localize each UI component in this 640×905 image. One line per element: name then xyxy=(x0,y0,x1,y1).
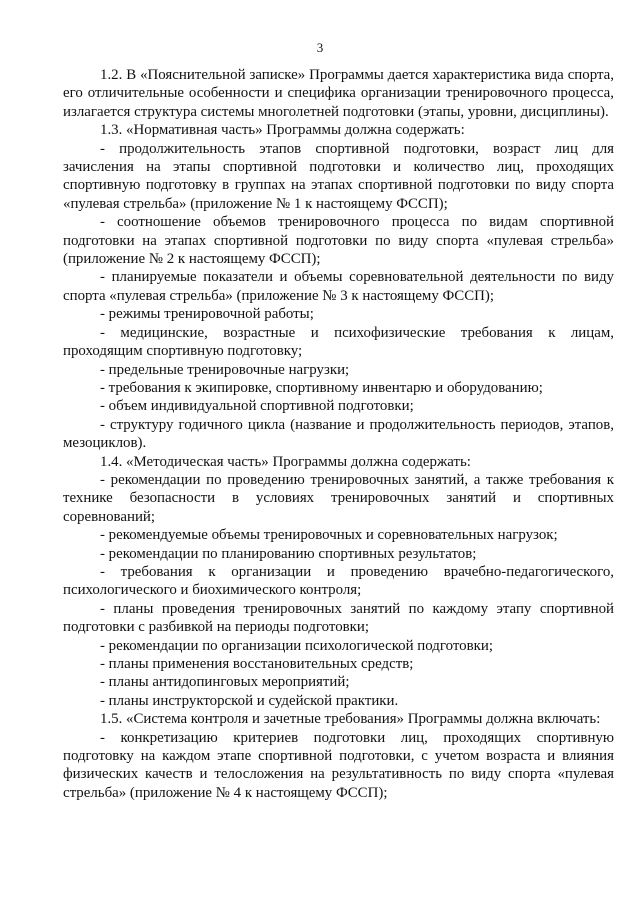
paragraph: - рекомендуемые объемы тренировочных и соревновательных нагрузок; xyxy=(100,527,558,544)
paragraph: 1.5. «Система контроля и зачетные требования» Программы должна включать: xyxy=(100,711,601,728)
paragraph: 1.3. «Нормативная часть» Программы должна содержать: xyxy=(100,122,465,139)
paragraph: - планы инструкторской и судейской практики. xyxy=(100,692,399,709)
paragraph: - планы антидопинговых мероприятий; xyxy=(100,674,350,691)
paragraph: - структуру годичного цикла (название и продолжительность периодов, этапов, мезоциклов). xyxy=(63,416,614,452)
paragraph: - рекомендации по проведению тренировочных занятий, а также требования к технике безопасности в условиях тренировочных занятий и спортивных соревнований; xyxy=(63,471,614,525)
paragraph: - конкретизацию критериев подготовки лиц, проходящих спортивную подготовку на каждом этапе спортивной подготовки, с учетом возраста и влияния физических качеств и телосложения на результативность по виду спорта «пулевая стрельба» (приложение № 4 к настоящему ФССП); xyxy=(63,729,614,801)
paragraph: - рекомендации по планированию спортивных результатов; xyxy=(100,545,477,562)
paragraph: - планируемые показатели и объемы соревновательной деятельности по виду спорта «пулевая стрельба» (приложение № 3 к настоящему ФССП); xyxy=(63,269,614,304)
paragraph: - предельные тренировочные нагрузки; xyxy=(100,361,350,378)
paragraph: - объем индивидуальной спортивной подготовки; xyxy=(100,398,414,415)
paragraph: - планы применения восстановительных средств; xyxy=(100,656,414,672)
paragraph: - продолжительность этапов спортивной подготовки, возраст лиц для зачисления на этапы спортивной подготовки и количество лиц, проходящих спортивную подготовку в группах на этапах спортивной подготовки по виду спорта «пулевая стрельба» (приложение № 1 к настоящему ФССП); xyxy=(63,140,614,212)
document-body xyxy=(63,66,614,802)
paragraph: 1.2. В «Пояснительной записке» Программы дается характеристика вида спорта, его отличительные особенности и специфика организации тренировочного процесса, излагается структура системы многолетней подготовки (этапы, уровни, дисциплины). xyxy=(63,67,614,120)
paragraph: - рекомендации по организации психологической подготовки; xyxy=(100,637,493,654)
paragraph: - требования к организации и проведению врачебно-педагогического, психологического и биохимического контроля; xyxy=(63,563,614,599)
paragraph: - медицинские, возрастные и психофизические требования к лицам, проходящим спортивную подготовку; xyxy=(63,324,614,360)
paragraph: 1.4. «Методическая часть» Программы должна содержать: xyxy=(100,453,471,470)
paragraph: - планы проведения тренировочных занятий по каждому этапу спортивной подготовки с разбивкой на периоды подготовки; xyxy=(63,600,614,636)
paragraph: - режимы тренировочной работы; xyxy=(100,306,314,323)
paragraph: - соотношение объемов тренировочного процесса по видам спортивной подготовки на этапах спортивной подготовки по виду спорта «пулевая стрельба» (приложение № 2 к настоящему ФССП); xyxy=(63,214,614,268)
paragraph: - требования к экипировке, спортивному инвентарю и оборудованию; xyxy=(100,379,543,396)
page-number: 3 xyxy=(316,40,324,55)
